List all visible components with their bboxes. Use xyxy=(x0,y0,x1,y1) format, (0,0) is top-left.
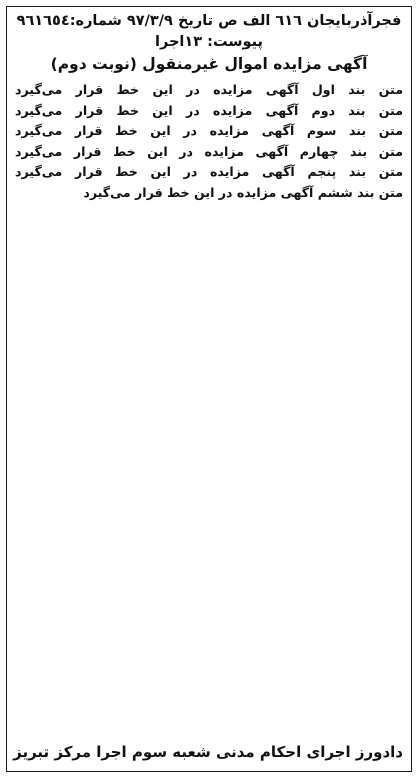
notice-body-line: متن بند دوم آگهی مزایده در این خط قرار می‌گیرد xyxy=(15,102,403,118)
legal-notice xyxy=(6,6,412,772)
notice-attachment-line: پیوست: ١٣اجرا xyxy=(154,34,264,50)
notice-signature: دادورز اجرای احکام مدنی شعبه سوم اجرا مرکز تبریز xyxy=(13,743,403,761)
notice-body-line: متن بند چهارم آگهی مزایده در این خط قرار می‌گیرد xyxy=(15,143,403,159)
notice-meta-line: فجرآذربایجان ٦١٦ الف ص تاریخ ٩٧/٣/٩ شماره:٩٦١٦٥٤ xyxy=(16,13,402,29)
notice-body-line: متن بند اول آگهی مزایده در این خط قرار می‌گیرد xyxy=(15,82,403,97)
notice-body-line: متن بند سوم آگهی مزایده در این خط قرار می‌گیرد xyxy=(15,123,403,139)
notice-body xyxy=(15,80,403,204)
notice-body-line: متن بند ششم آگهی مزایده در این خط قرار می‌گیرد xyxy=(83,184,403,200)
notice-title: آگهی مزایده اموال غیرمنقول (نوبت دوم) xyxy=(50,55,368,73)
notice-body-line: متن بند پنجم آگهی مزایده در این خط قرار می‌گیرد xyxy=(15,164,403,180)
